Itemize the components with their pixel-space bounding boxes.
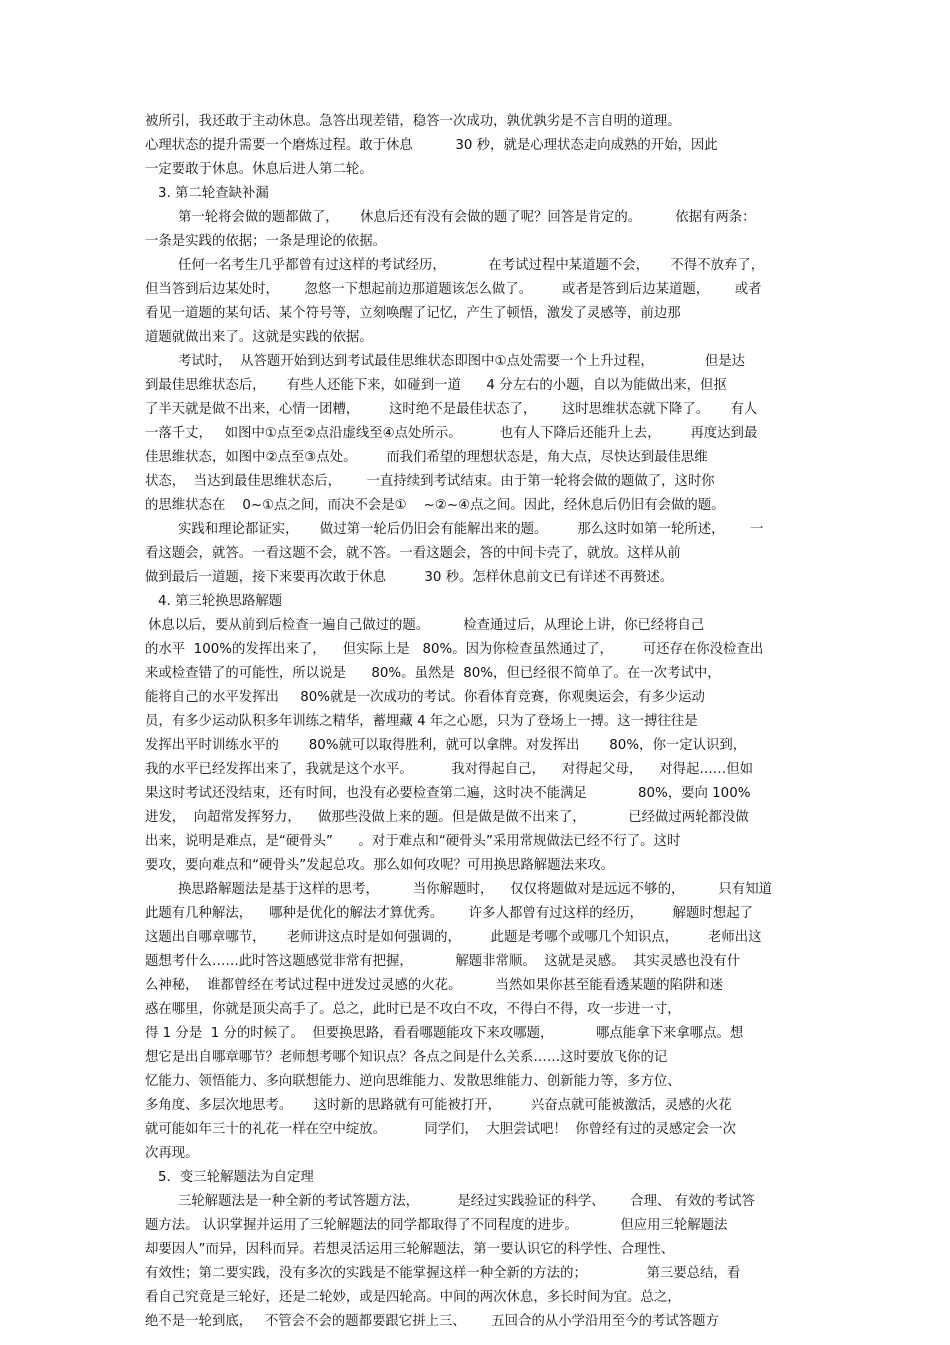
text-line: 能将自己的水平发挥出 80%就是一次成功的考试。你看体育竞赛，你观奥运会，有多少运动 bbox=[145, 690, 705, 705]
text-line: 绝不是一轮到底， 不管会不会的题都要跟它拼上三、 五回合的从小学沿用至今的考试答题方 bbox=[145, 1314, 719, 1329]
text-line: 第一轮将会做的题都做了， 休息后还有没有会做的题了呢？回答是肯定的。 依据有两条： bbox=[178, 210, 756, 225]
text-line: 我的水平已经发挥出来了，我就是这个水平。 我对得起自己， 对得起父母， 对得起……但如 bbox=[145, 762, 753, 777]
text-line: 多角度、多层次地思考。 这时新的思路就有可能被打开， 兴奋点就可能被激活，灵感的火花 bbox=[145, 1098, 732, 1113]
text-line: 得 1 分是 1 分的时候了。 但要换思路，看看哪题能攻下来攻哪题， 哪点能拿下来拿哪点。想 bbox=[145, 1026, 744, 1041]
text-line: 但当答到后边某处时， 忽悠一下想起前边那道题该怎么做了。 或者是答到后边某道题， 或者 bbox=[145, 282, 762, 297]
text-line: 看这题会，就答。一看这题不会，就不答。一看这题会，答的中间卡壳了，就放。这样从前 bbox=[145, 546, 681, 561]
text-line: 么神秘， 谁都曾经在考试过程中迸发过灵感的火花。 当然如果你甚至能看透某题的陷阱和迷 bbox=[145, 978, 724, 993]
text-line: 有效性；第二要实践，没有多次的实践是不能掌握这样一种全新的方法的； 第三要总结，看 bbox=[145, 1266, 741, 1281]
text-line: 却要因人”而异，因科而异。若想灵活运用三轮解题法，第一要认识它的科学性、合理性、 bbox=[145, 1242, 675, 1257]
text-line: 题方法。 认识掌握并运用了三轮解题法的同学都取得了不同程度的进步。 但应用三轮解题法 bbox=[145, 1218, 728, 1233]
text-line: 一条是实践的依据；一条是理论的依据。 bbox=[145, 234, 387, 249]
text-line: 心理状态的提升需要一个磨炼过程。敢于休息 30 秒，就是心理状态走向成熟的开始，因此 bbox=[145, 138, 718, 153]
text-line: 三轮解题法是一种全新的考试答题方法， 是经过实践验证的科学、 合理、 有效的考试答 bbox=[178, 1194, 755, 1209]
text-line: 这题出自哪章哪节， 老师讲这点时是如何强调的， 此题是考哪个或哪几个知识点， 老师出这 bbox=[145, 930, 762, 945]
text-line: 状态， 当达到最佳思维状态后， 一直持续到考试结束。由于第一轮将会做的题做了，这时你 bbox=[145, 474, 715, 489]
text-line: 就可能如年三十的礼花一样在空中绽放。 同学们， 大胆尝试吧！ 你曾经有过的灵感定会一次 bbox=[145, 1122, 736, 1137]
text-line: 佳思维状态，如图中②点至③点处。 而我们希望的理想状态是，角大点，尽快达到最佳思维 bbox=[145, 450, 708, 465]
text-line: 果这时考试还没结束，还有时间，也没有必要检查第二遍，这时决不能满足 80%，要向 100% bbox=[145, 786, 751, 801]
text-line: 一定要敢于休息。休息后进人第二轮。 bbox=[145, 162, 373, 177]
text-line: 做到最后一道题，接下来要再次敢于休息 30 秒。怎样休息前文已有详述不再赘述。 bbox=[145, 570, 674, 585]
text-line: 到最佳思维状态后， 有些人还能下来，如碰到一道 4 分左右的小题，自以为能做出来，但抠 bbox=[145, 378, 727, 393]
text-line: 一落千丈， 如图中①点至②点沿虚线至④点处所示。 也有人下降后还能升上去， 再度达到最 bbox=[145, 426, 758, 441]
text-line: 看见一道题的某句话、某个符号等，立刻唤醒了记忆，产生了顿悟，激发了灵感等，前边那 bbox=[145, 306, 681, 321]
text-line: 实践和理论都证实， 做过第一轮后仍旧会有能解出来的题。 那么这时如第一轮所述， 一 bbox=[178, 522, 764, 537]
text-line: 忆能力、领悟能力、多向联想能力、逆向思维能力、发散思维能力、创新能力等，多方位、 bbox=[145, 1074, 681, 1089]
text-line: 惑在哪里，你就是顶尖高手了。总之，此时已是不攻白不攻，不得白不得，攻一步进一寸， bbox=[145, 1002, 681, 1017]
text-line: 此题有几种解法， 哪种是优化的解法才算优秀。 许多人都曾有过这样的经历， 解题时想起了 bbox=[145, 906, 753, 921]
text-line: 的水平 100%的发挥出来了， 但实际上是 80%。因为你检查虽然通过了， 可还存在你没检查出 bbox=[145, 642, 764, 657]
text-line: 题想考什么……此时答这题感觉非常有把握， 解题非常顺。 这就是灵感。 其实灵感也没有什 bbox=[145, 954, 741, 969]
text-line: 换思路解题法是基于这样的思考， 当你解题时， 仅仅将题做对是远远不够的， 只有知道 bbox=[178, 882, 772, 897]
text-line: 出来，说明是难点，是“硬骨头” 。对于难点和“硬骨头”采用常规做法已经不行了。这时 bbox=[145, 834, 681, 849]
text-line: 休息以后，要从前到后检查一遍自己做过的题。 检查通过后，从理论上讲，你已经将自己 bbox=[148, 618, 705, 633]
text-line: 发挥出平时训练水平的 80%就可以取得胜利，就可以拿牌。对发挥出 80%，你一定认识到， bbox=[145, 738, 747, 753]
text-line: 员，有多少运动队积多年训练之精华，蓄埋藏 4 年之心愿，只为了登场上一搏。这一搏往往是 bbox=[145, 714, 698, 729]
text-line: 道题就做出来了。这就是实践的依据。 bbox=[145, 330, 373, 345]
text-line: 进发， 向超常发挥努力， 做那些没做上来的题。但是做是做不出来了， 已经做过两轮都没做 bbox=[145, 810, 749, 825]
text-line: 的思维状态在 0~①点之间，而决不会是① ~②~④点之间。因此，经休息后仍旧有会做的题。 bbox=[145, 498, 725, 513]
section-heading: 5．变三轮解题法为自定理 bbox=[158, 1170, 314, 1185]
text-line: 了半天就是做不出来，心情一团糟， 这时绝不是最佳状态了， 这时思维状态就下降了。 有人 bbox=[145, 402, 758, 417]
text-line: 来或检查错了的可能性，所以说是 80%。虽然是 80%，但已经很不简单了。在一次考试中， bbox=[145, 666, 721, 681]
text-line: 任何一名考生几乎都曾有过这样的考试经历， 在考试过程中某道题不会， 不得不放弃了， bbox=[178, 258, 765, 273]
section-heading: 3. 第二轮查缺补漏 bbox=[158, 186, 269, 201]
text-line: 次再现。 bbox=[145, 1146, 199, 1161]
text-line: 看自己究竟是三轮好，还是二轮妙，或是四轮高。中间的两次休息，多长时间为宜。总之， bbox=[145, 1290, 681, 1305]
section-heading: 4. 第三轮换思路解题 bbox=[158, 594, 283, 609]
text-line: 想它是出自哪章哪节？老师想考哪个知识点？各点之间是什么关系……这时要放飞你的记 bbox=[145, 1050, 668, 1065]
text-line: 要攻，要向难点和“硬骨头”发起总攻。那么如何攻呢？可用换思路解题法来攻。 bbox=[145, 858, 615, 873]
text-line: 被所引，我还敢于主动休息。急答出现差错，稳答一次成功，孰优孰劣是不言自明的道理。 bbox=[145, 114, 681, 129]
text-line: 考试时， 从答题开始到达到考试最佳思维状态即图中①点处需要一个上升过程， 但是达 bbox=[178, 354, 746, 369]
